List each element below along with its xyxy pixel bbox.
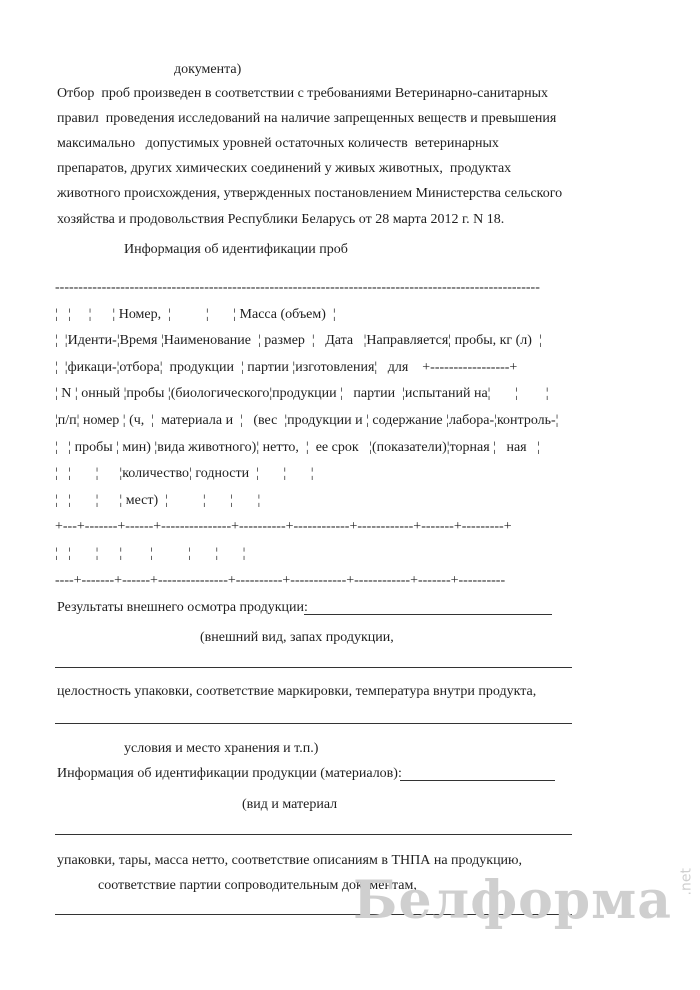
table-row: +---+-------+------+---------------+----------+------------+------------+-------+---------+ (55, 519, 512, 535)
table-row: ----+-------+------+---------------+----------+------------+------------+-------+---------- (55, 572, 506, 588)
table-row: ¦ ¦ ¦ ¦ мест) ¦ ¦ ¦ ¦ (55, 492, 261, 508)
table-heading: Информация об идентификации проб (124, 242, 348, 257)
intro-line: животного происхождения, утвержденных постановлением Министерства сельского (57, 186, 563, 201)
results-hint: условия и место хранения и т.п.) (124, 741, 319, 756)
ident-label: Информация об идентификации продукции (материалов): (57, 766, 402, 781)
table-row: -------------------------------------------------------------------------------------------------------- (55, 280, 540, 295)
intro-line: препаратов, других химических соединений у живых животных, продуктах (57, 161, 512, 176)
ident-hint: упаковки, тары, масса нетто, соответствие описаниям в ТНПА на продукцию, (57, 853, 523, 868)
intro-line: максимально допустимых уровней остаточных количеств ветеринарных (57, 136, 499, 151)
watermark-logo: Белформа (353, 870, 672, 931)
table-row: ¦ ¦Иденти-¦Время ¦Наименование ¦ размер ¦ Дата ¦Направляется¦ пробы, кг (л) ¦ (55, 333, 542, 349)
results-input-line[interactable] (304, 614, 552, 615)
results-hint: (внешний вид, запах продукции, (200, 630, 394, 645)
watermark-suffix: .net (678, 868, 694, 896)
results-input-line[interactable] (55, 723, 572, 724)
ident-hint: (вид и материал (242, 797, 338, 812)
table-row: ¦п/п¦ номер ¦ (ч, ¦ материала и ¦ (вес ¦продукции и ¦ содержание ¦лабора-¦контроль-¦ (55, 412, 559, 428)
top-fragment: документа) (174, 62, 242, 77)
table-row: ¦ ¦ пробы ¦ мин) ¦вида животного)¦ нетто, ¦ ее срок ¦(показатели)¦торная ¦ ная ¦ (55, 439, 540, 455)
ident-hint: соответствие партии сопроводительным документам, (98, 878, 417, 893)
ident-input-line[interactable] (400, 780, 555, 781)
results-input-line[interactable] (55, 667, 572, 668)
table-row: ¦ ¦ ¦ ¦количество¦ годности ¦ ¦ ¦ (55, 466, 314, 482)
results-label: Результаты внешнего осмотра продукции: (57, 600, 308, 615)
intro-line: хозяйства и продовольствия Республики Беларусь от 28 марта 2012 г. N 18. (57, 212, 505, 227)
intro-line: Отбор проб произведен в соответствии с требованиями Ветеринарно-санитарных (57, 86, 549, 101)
intro-line: правил проведения исследований на наличие запрещенных веществ и превышения (57, 111, 557, 126)
table-row: ¦ ¦ ¦ ¦ ¦ ¦ ¦ ¦ (55, 545, 246, 561)
table-row: ¦ N ¦ онный ¦пробы ¦(биологического¦продукции ¦ партии ¦испытаний на¦ ¦ ¦ (55, 386, 549, 402)
sample-identification-table (55, 275, 558, 594)
table-row: ¦ ¦фикаци-¦отбора¦ продукции ¦ партии ¦изготовления¦ для +-----------------+ (55, 359, 518, 375)
results-hint: целостность упаковки, соответствие маркировки, температура внутри продукта, (57, 684, 537, 699)
table-row: ¦ ¦ ¦ ¦ Номер, ¦ ¦ ¦ Масса (объем) ¦ (55, 306, 336, 322)
ident-input-line[interactable] (55, 834, 572, 835)
